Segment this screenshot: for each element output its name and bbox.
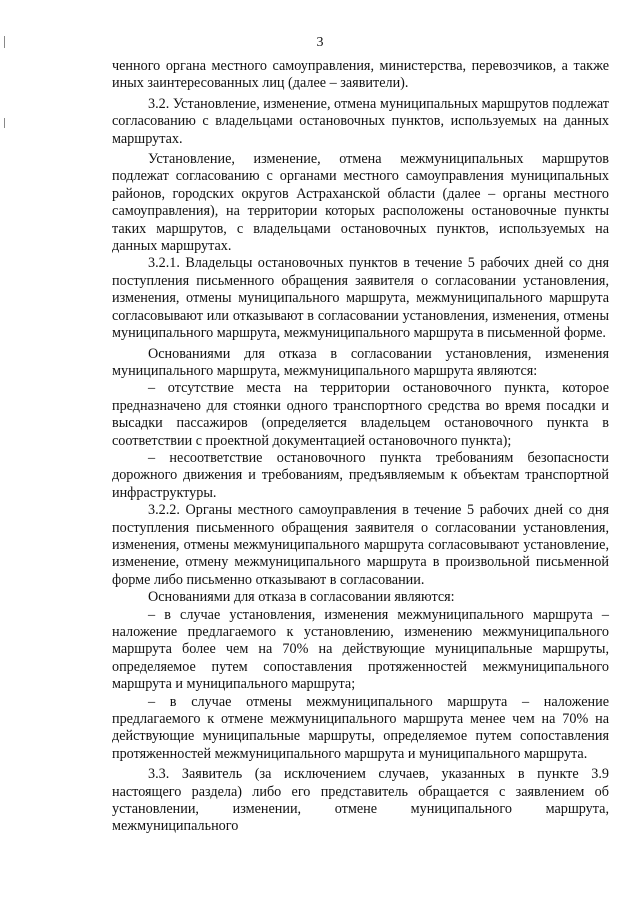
page-number: 3 [316,35,324,50]
paragraph: Установление, изменение, отмена межмуниципальных маршрутов подлежат согласованию с органами местного самоуправления муниципальных районов, городских округов Астраханской области (далее – органы местного самоуправления), на территории которых расположены остановочные пункты таких маршрутов, с владельцами остановочных пунктов, используемых на данных маршрутах. [112,151,609,255]
list-item: – отсутствие места на территории остановочного пункта, которое предназначено для стоянки одного транспортного средства во время посадки и высадки пассажиров (определяется владельцем остановочного пункта в соответствии с проектной документацией остановочного пункта); [112,380,609,449]
list-item: – несоответствие остановочного пункта требованиям безопасности дорожного движения и требованиям, предъявляемым к объектам транспортной инфраструктуры. [112,449,609,501]
list-item: – в случае установления, изменения межмуниципального маршрута – наложение предлагаемого к установлению, изменению межмуниципального маршрута более чем на 70% на действующие муниципальные маршруты, определяемое путем сопоставления протяженностей межмуниципального маршрута и муниципального маршрута; [112,606,609,693]
list-item: – в случае отмены межмуниципального маршрута – наложение предлагаемого к отмене межмуниципального маршрута менее чем на 70% на действующие муниципальные маршруты, определяемое путем сопоставления протяженностей межмуниципального маршрута и муниципального маршрута. [112,693,609,762]
paragraph: Основаниями для отказа в согласовании установления, изменения муниципального маршрута, межмуниципального маршрута являются: [112,345,609,379]
paragraph: 3.2.1. Владельцы остановочных пунктов в течение 5 рабочих дней со дня поступления письменного обращения заявителя о согласовании установления, изменения, отмены муниципального маршрута, межмуниципального маршрута согласовывают или отказывают в согласовании установления, изменения, отмены муниципального маршрута, межмуниципального маршрута в письменной форме. [112,255,609,342]
paragraph: Основаниями для отказа в согласовании являются: [148,589,455,606]
paragraph: 3.3. Заявитель (за исключением случаев, указанных в пункте 3.9 настоящего раздела) либо его представитель обращается с заявлением об установлении, изменении, отмене муниципального маршрута, межмуниципального [112,766,609,835]
scan-edge-mark [4,118,5,128]
paragraph: 3.2.2. Органы местного самоуправления в течение 5 рабочих дней со дня поступления письменного обращения заявителя о согласовании установления, изменения, отмены межмуниципального маршрута согласовывают установление, изменение, отмену межмуниципального маршрута в произвольной письменной форме либо письменно отказывают в согласовании. [112,502,609,588]
paragraph: ченного органа местного самоуправления, министерства, перевозчиков, а также иных заинтересованных лиц (далее – заявители). [112,58,609,92]
paragraph: 3.2. Установление, изменение, отмена муниципальных маршрутов подлежат согласованию с владельцами остановочных пунктов, используемых на данных маршрутах. [112,95,609,147]
document-body [112,58,609,836]
